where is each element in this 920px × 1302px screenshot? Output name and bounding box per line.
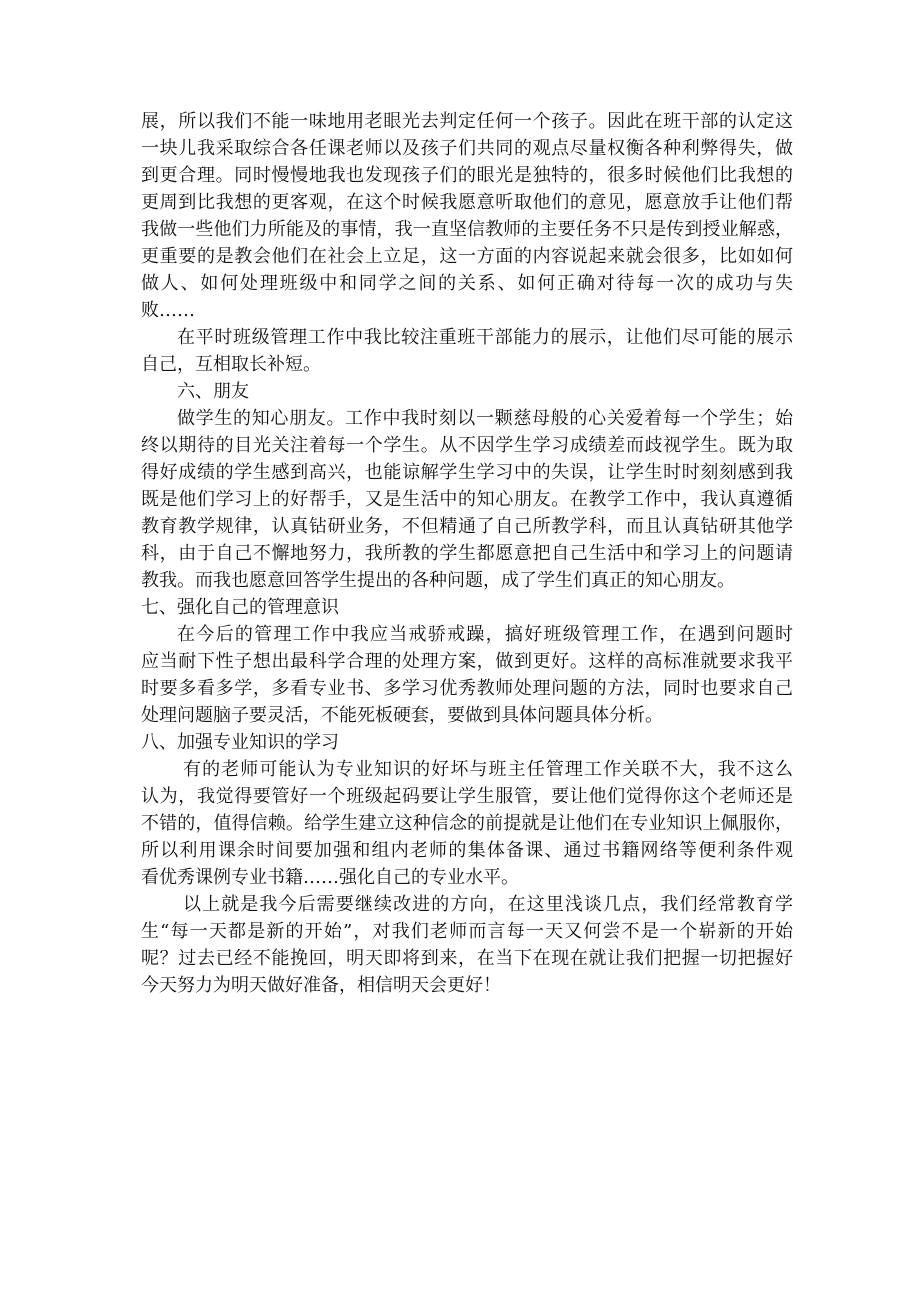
text-line: 终以期待的目光关注着每一个学生。从不因学生学习成绩差而歧视学生。既为取 [141, 435, 793, 456]
text-line: 更周到比我想的更客观，在这个时候我愿意听取他们的意见，愿意放手让他们帮 [141, 192, 793, 213]
text-line: 生“每一天都是新的开始”，对我们老师而言每一天又何尝不是一个崭新的开始 [141, 921, 793, 942]
text-line: 呢？过去已经不能挽回，明天即将到来，在当下在现在就让我们把握一切把握好 [141, 948, 793, 969]
text-line: 我做一些他们力所能及的事情，我一直坚信教师的主要任务不只是传到授业解惑， [141, 219, 793, 240]
text-line: 认为，我觉得要管好一个班级起码要让学生服管，要让他们觉得你这个老师还是 [141, 786, 793, 807]
text-line: 展，所以我们不能一味地用老眼光去判定任何一个孩子。因此在班干部的认定这 [141, 111, 793, 132]
text-line: 以上就是我今后需要继续改进的方向，在这里浅谈几点，我们经常教育学 [183, 894, 793, 915]
text-line: 一块儿我采取综合各任课老师以及孩子们共同的观点尽量权衡各种利弊得失，做 [141, 138, 793, 159]
section-heading: 七、强化自己的管理意识 [141, 597, 339, 618]
text-line: 更重要的是教会他们在社会上立足，这一方面的内容说起来就会很多，比如如何 [141, 246, 793, 267]
text-line: 得好成绩的学生感到高兴，也能谅解学生学习中的失误，让学生时时刻刻感到我 [141, 462, 793, 483]
text-line: 看优秀课例专业书籍……强化自己的专业水平。 [141, 867, 519, 888]
text-line: 今天努力为明天做好准备，相信明天会更好！ [141, 975, 501, 996]
paragraph [141, 405, 793, 594]
text-line: 在平时班级管理工作中我比较注重班干部能力的展示，让他们尽可能的展示 [177, 327, 793, 348]
text-line: 所以利用课余时间要加强和组内老师的集体备课、通过书籍网络等便利条件观 [141, 840, 793, 861]
text-line: 教我。而我也愿意回答学生提出的各种问题，成了学生们真正的知心朋友。 [141, 570, 735, 591]
text-line: 做学生的知心朋友。工作中我时刻以一颗慈母般的心关爱着每一个学生；始 [177, 408, 793, 429]
text-line: 不错的，值得信赖。给学生建立这种信念的前提就是让他们在专业知识上佩服你， [141, 813, 793, 834]
paragraph [141, 756, 793, 891]
section-heading: 六、朋友 [177, 381, 249, 402]
text-line: 应当耐下性子想出最科学合理的处理方案，做到更好。这样的高标准就要求我平 [141, 651, 793, 672]
text-line: 自己，互相取长补短。 [141, 354, 321, 375]
text-line: 在今后的管理工作中我应当戒骄戒躁，搞好班级管理工作，在遇到问题时 [177, 624, 793, 645]
document-body [141, 108, 793, 999]
paragraph [141, 324, 793, 378]
paragraph [141, 621, 793, 729]
text-line: 处理问题脑子要灵活，不能死板硬套，要做到具体问题具体分析。 [141, 705, 663, 726]
text-line: 科，由于自己不懈地努力，我所教的学生都愿意把自己生活中和学习上的问题请 [141, 543, 793, 564]
text-line: 败…… [141, 300, 195, 321]
section-heading: 八、加强专业知识的学习 [141, 732, 339, 753]
text-line: 既是他们学习上的好帮手，又是生活中的知心朋友。在教学工作中，我认真遵循 [141, 489, 793, 510]
text-line: 教育教学规律，认真钻研业务，不但精通了自己所教学科，而且认真钻研其他学 [141, 516, 793, 537]
text-line: 到更合理。同时慢慢地我也发现孩子们的眼光是独特的，很多时候他们比我想的 [141, 165, 793, 186]
paragraph [141, 891, 793, 999]
text-line: 有的老师可能认为专业知识的好坏与班主任管理工作关联不大，我不这么 [183, 759, 793, 780]
paragraph [141, 108, 793, 324]
text-line: 做人、如何处理班级中和同学之间的关系、如何正确对待每一次的成功与失 [141, 273, 793, 294]
text-line: 时要多看多学，多看专业书、多学习优秀教师处理问题的方法，同时也要求自己 [141, 678, 793, 699]
